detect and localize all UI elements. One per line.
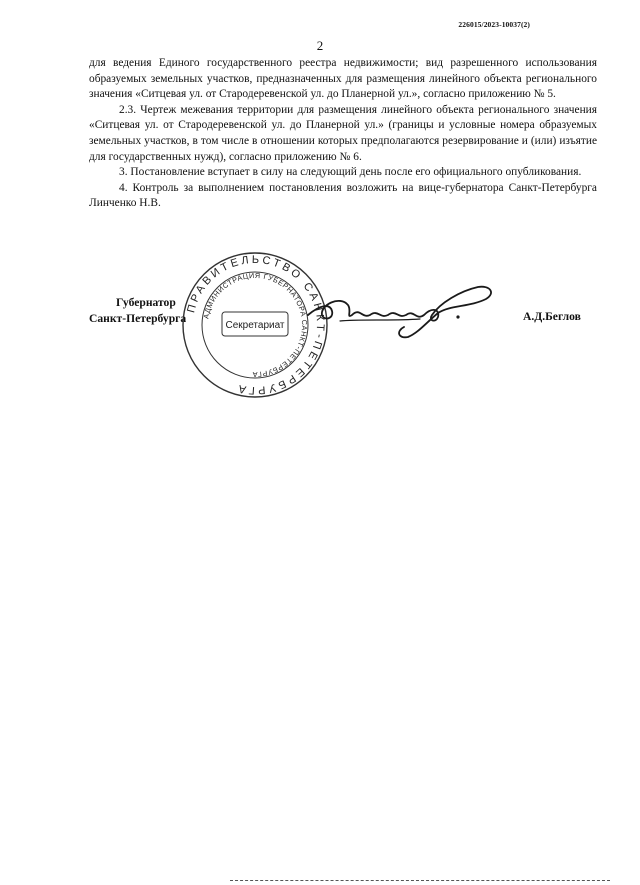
handwritten-signature	[300, 275, 500, 345]
paragraph-4: 4. Контроль за выполнением постановления возложить на вице-губернатора Санкт-Петербурга Линченко Н.В.	[89, 181, 597, 210]
paragraph-2-3: 2.3. Чертеж межевания территории для размещения линейного объекта регионального значения «Ситцевая ул. от Стародеревенской ул. до Планерной ул.» (границы и условные номера образуемых земельных участков, в том числе в отношении которых предполагаются резервирование и (или) изъятие для государственных нужд), согласно приложению № 6.	[89, 103, 597, 163]
signatory-name: А.Д.Беглов	[523, 310, 581, 323]
document-body	[89, 56, 597, 212]
stamp-outer-text: ПРАВИТЕЛЬСТВО САНКТ-ПЕТЕРБУРГА	[185, 253, 327, 397]
signatory-title-line1: Губернатор	[116, 296, 176, 309]
signatory-title	[89, 295, 186, 326]
paragraph-3: 3. Постановление вступает в силу на следующий день после его официального опубликования.	[119, 166, 582, 179]
stamp-inner-text: АДМИНИСТРАЦИЯ ГУБЕРНАТОРА САНКТ-ПЕТЕРБУРГА	[201, 270, 310, 380]
stamp-center-text: Секретариат	[225, 320, 285, 331]
page-number: 2	[316, 38, 324, 53]
signatory-title-line2: Санкт-Петербурга	[89, 311, 187, 325]
bottom-rule	[230, 880, 610, 882]
paragraph-continuation: для ведения Единого государственного реестра недвижимости; вид разрешенного использования образуемых земельных участков, предназначенных для размещения линейного объекта регионального значения «Ситцевая ул. от Стародеревенской ул. до Планерной ул.», согласно приложению № 5.	[89, 57, 597, 101]
document-number: 226015/2023-10037(2)	[458, 20, 530, 29]
